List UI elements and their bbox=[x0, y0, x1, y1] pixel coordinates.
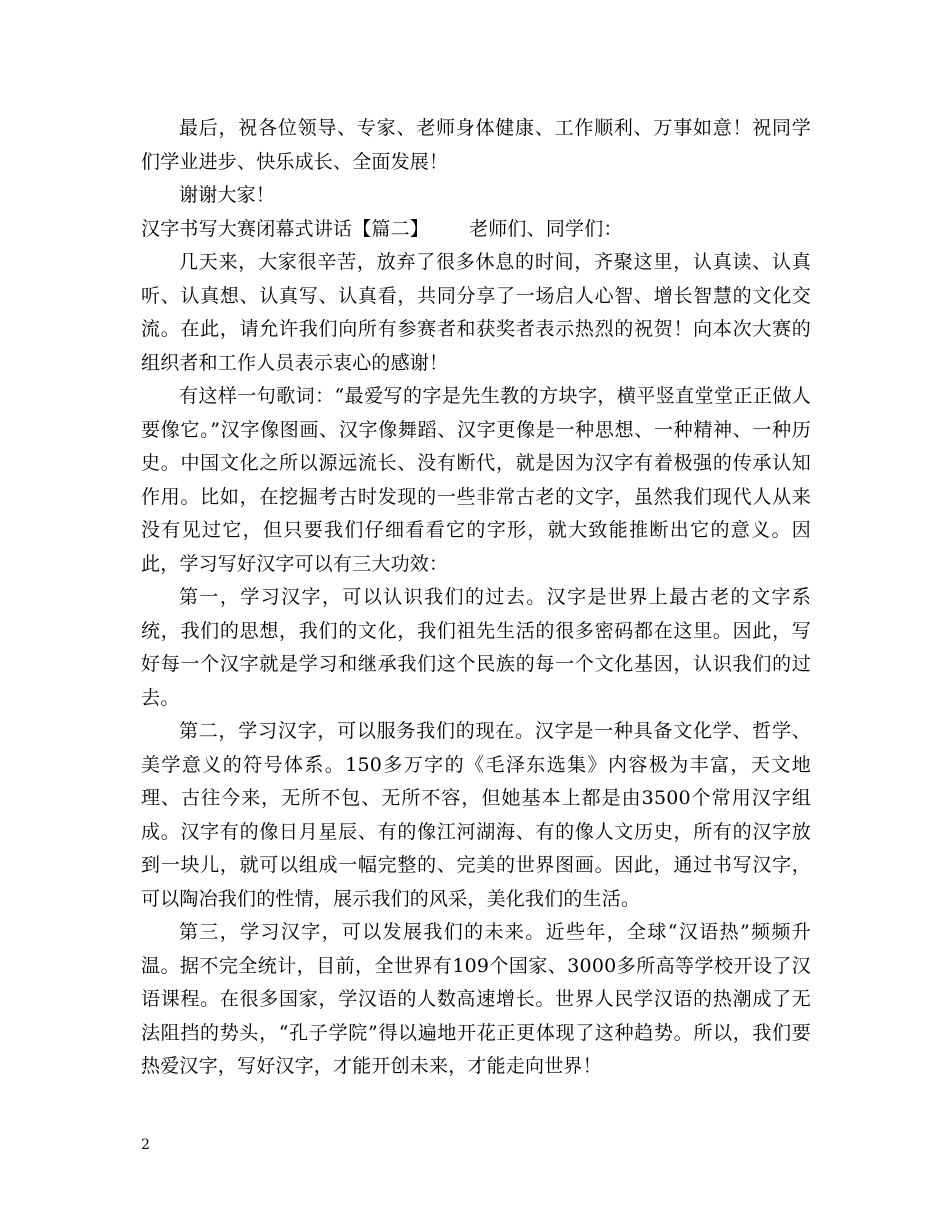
page-number: 2 bbox=[141, 1137, 150, 1153]
paragraph-first-benefit: 第一，学习汉字，可以认识我们的过去。汉字是世界上最古老的文字系统，我们的思想，我们的文化，我们祖先生活的很多密码都在这里。因此，写好每一个汉字就是学习和继承我们这个民族的每一个文化基因，认识我们的过去。 bbox=[141, 586, 811, 709]
paragraph-second-benefit: 第二，学习汉字，可以服务我们的现在。汉字是一种具备文化学、哲学、美学意义的符号体系。150多万字的《毛泽东选集》内容极为丰富，天文地理、古往今来，无所不包、无所不容，但她基本上都是由3500个常用汉字组成。汉字有的像日月星辰、有的像江河湖海、有的像人文历史，所有的汉字放到一块儿，就可以组成一幅完整的、完美的世界图画。因此，通过书写汉字，可以陶冶我们的性情，展示我们的风采，美化我们的生活。 bbox=[141, 720, 811, 910]
paragraph-lyrics: 有这样一句歌词：“最爱写的字是先生教的方块字，横平竖直堂堂正正做人要像它。”汉字像图画、汉字像舞蹈、汉字更像是一种思想、一种精神、一种历史。中国文化之所以源远流长、没有断代，就是因为汉字有着极强的传承认知作用。比如，在挖掘考古时发现的一些非常古老的文字，虽然我们现代人从来没有见过它，但只要我们仔细看看它的字形，就大致能推断出它的意义。因此，学习写好汉字可以有三大功效： bbox=[141, 385, 811, 575]
paragraph-third-benefit: 第三，学习汉字，可以发展我们的未来。近些年，全球“汉语热”频频升温。据不完全统计，目前，全世界有109个国家、3000多所高等学校开设了汉语课程。在很多国家，学汉语的人数高速增长。世界人民学汉语的热潮成了无法阻挡的势头，“孔子学院”得以遍地开花正更体现了这种趋势。所以，我们要热爱汉字，写好汉字，才能开创未来，才能走向世界！ bbox=[141, 921, 811, 1077]
section-title: 汉字书写大赛闭幕式讲话【篇二】 bbox=[141, 217, 430, 240]
paragraph-opening: 几天来，大家很辛苦，放弃了很多休息的时间，齐聚这里，认真读、认真听、认真想、认真写、认真看，共同分享了一场启人心智、增长智慧的文化交流。在此，请允许我们向所有参赛者和获奖者表示热烈的祝贺！向本次大赛的组织者和工作人员表示衷心的感谢！ bbox=[141, 251, 811, 374]
section-heading-line bbox=[141, 213, 811, 247]
paragraph-closing-wishes: 最后，祝各位领导、专家、老师身体健康、工作顺利、万事如意！祝同学们学业进步、快乐成长、全面发展！ bbox=[141, 117, 811, 173]
document-body bbox=[141, 112, 811, 1084]
section-salutation: 老师们、同学们： bbox=[469, 217, 623, 240]
paragraph-thanks: 谢谢大家！ bbox=[179, 184, 276, 206]
